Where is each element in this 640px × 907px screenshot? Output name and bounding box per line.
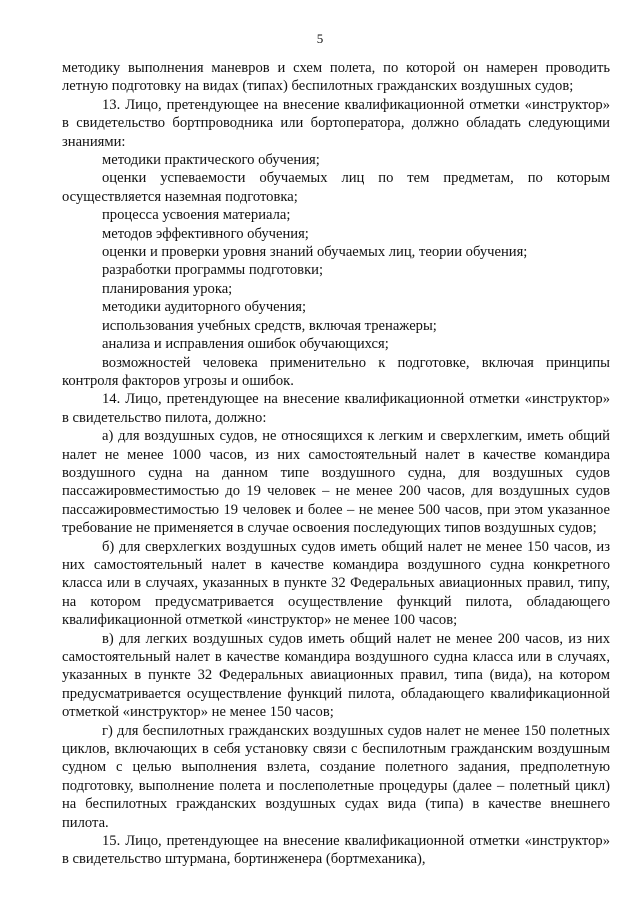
paragraph: анализа и исправления ошибок обучающихся; (102, 336, 389, 353)
paragraph: методики практического обучения; (102, 152, 320, 169)
document-body (62, 59, 610, 869)
paragraph: методов эффективного обучения; (102, 225, 309, 242)
paragraph: оценки успеваемости обучаемых лиц по тем предметам, по которым осуществляется наземная подготовка; (62, 170, 610, 205)
paragraph: 14. Лицо, претендующее на внесение квалификационной отметки «инструктор» в свидетельство пилота, должно: (62, 391, 610, 426)
paragraph: процесса усвоения материала; (102, 207, 291, 224)
paragraph: оценки и проверки уровня знаний обучаемых лиц, теории обучения; (102, 244, 528, 261)
paragraph: методики аудиторного обучения; (102, 299, 307, 316)
paragraph: г) для беспилотных гражданских воздушных судов налет не менее 150 полетных циклов, включающих в себя установку связи с беспилотным гражданским воздушным судном с целью выполнения взлета, создание полетного задания, предполетную подготовку, выполнение полета и послеполетные процедуры (далее – полетный цикл) на беспилотных гражданских воздушных судах вида (типа) в качестве внешнего пилота. (62, 722, 610, 831)
paragraph: а) для воздушных судов, не относящихся к легким и сверхлегким, иметь общий налет не менее 1000 часов, из них самостоятельный налет в качестве командира воздушного судна на данном типе воздушного судна, для воздушных судов пассажировместимостью до 19 человек – не менее 200 часов, для воздушных судов пассажировместимостью 19 человек и более – не менее 500 часов, при этом указанное требование не применяется в случае освоения последующих типов воздушных судов; (62, 428, 610, 537)
paragraph: 15. Лицо, претендующее на внесение квалификационной отметки «инструктор» в свидетельство штурмана, бортинженера (бортмеханика), (62, 833, 610, 868)
page-number: 5 (316, 31, 324, 46)
paragraph: в) для легких воздушных судов иметь общий налет не менее 200 часов, из них самостоятельный налет в качестве командира воздушного судна класса или в случаях, указанных в пункте 32 Федеральных авиационных правил, типа (вида), на котором предусматривается осуществление функций пилота, обладающего квалификационной отметкой «инструктор» не менее 150 часов; (62, 630, 610, 721)
paragraph: планирования урока; (102, 280, 233, 297)
paragraph: методику выполнения маневров и схем полета, по которой он намерен проводить летную подготовку на видах (типах) беспилотных гражданских воздушных судов; (62, 60, 610, 95)
paragraph: б) для сверхлегких воздушных судов иметь общий налет не менее 150 часов, из них самостоятельный налет в качестве командира воздушного судна конкретного класса или в случаях, указанных в пункте 32 Федеральных авиационных правил, типу, на котором предусматривается осуществление функций пилота, обладающего квалификационной отметкой «инструктор» не менее 100 часов; (62, 538, 610, 629)
paragraph: использования учебных средств, включая тренажеры; (102, 317, 437, 334)
paragraph: разработки программы подготовки; (102, 262, 324, 279)
paragraph: возможностей человека применительно к подготовке, включая принципы контроля факторов угрозы и ошибок. (62, 354, 610, 389)
paragraph: 13. Лицо, претендующее на внесение квалификационной отметки «инструктор» в свидетельство бортпроводника или бортоператора, должно обладать следующими знаниями: (62, 96, 610, 150)
